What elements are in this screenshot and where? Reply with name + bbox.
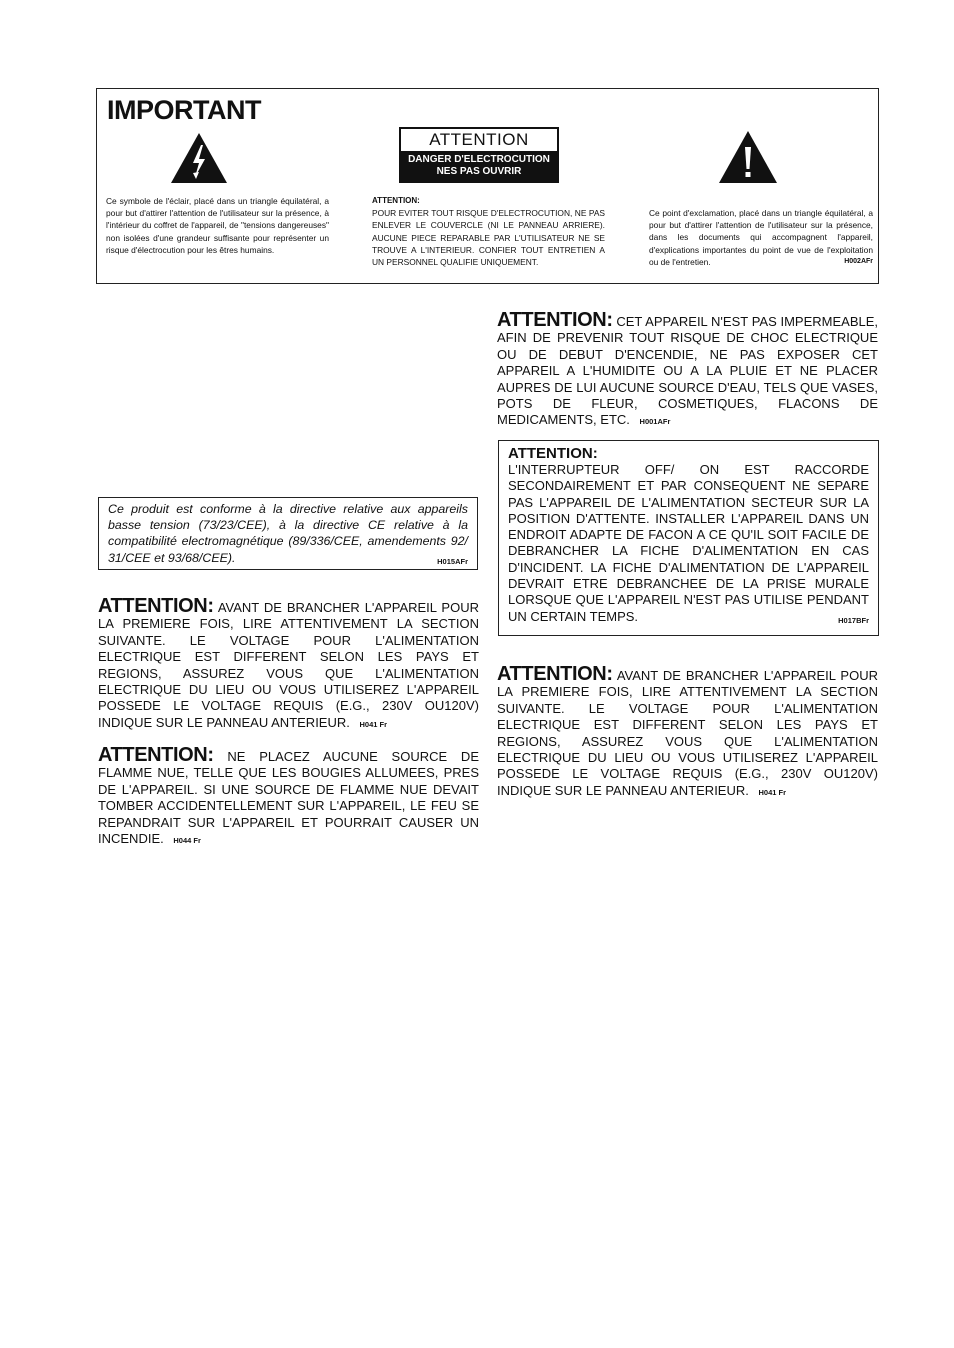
flame-warning — [98, 744, 479, 849]
exclamation-warning-icon — [717, 129, 779, 185]
attention-label-title: ATTENTION — [401, 129, 557, 152]
flame-warning-head: ATTENTION: — [98, 744, 214, 766]
conformity-body: Ce produit est conforme à la directive relative aux appareils basse tension (73/23/CEE), à la directive CE relative à la compatibilité electromagnétique (89/336/CEE, amendements 92/ 31/CEE et 93/68/CEE). — [108, 502, 468, 565]
code-h015afr: H015AFr — [437, 556, 468, 566]
exclamation-symbol-body: Ce point d'exclamation, placé dans un triangle équilatéral, a pour but d'attirer l'attention de l'utilisateur sur la présence, dans les documents qui accompagnent l'appareil, d'explications importantes du point de vue de l'exploitation ou de l'entretien. — [649, 208, 873, 267]
flame-warning-text: NE PLACEZ AUCUNE SOURCE DE FLAMME NUE, TELLE QUE LES BOUGIES ALLUMEES, PRES DE L'APPAREIL. SI UNE SOURCE DE FLAMME NUE DEVAIT TOMBER ACCIDENTELLEMENT SUR L'APPAREIL, LE FEU SE REPANDRAIT SUR L'APPAREIL ET POURRAIT CAUSER UN INCENDIE. — [98, 749, 479, 847]
code-h017bfr: H017BFr — [838, 615, 869, 625]
voltage-warning-left-text: AVANT DE BRANCHER L'APPAREIL POUR LA PREMIERE FOIS, LIRE ATTENTIVEMENT LA SECTION SUIVANTE. LE VOLTAGE POUR L'ALIMENTATION ELECTRIQUE EST DIFFERENT SELON LES PAYS ET REGIONS, ASSUREZ VOUS QUE L'ALIMENTATION ELECTRIQUE DU LIEU OU VOUS UTILISEREZ L'APPAREIL POSSEDE LE VOLTAGE REQUIS (E.G., 230V OU120V) INDIQUE SUR LE PANNEAU ANTERIEUR. — [98, 600, 479, 730]
switch-warning-text — [499, 462, 878, 625]
voltage-warning-right-head: ATTENTION: — [497, 663, 613, 685]
attention-label-line1: DANGER D'ELECTROCUTION — [408, 154, 550, 165]
lightning-warning-icon — [169, 131, 229, 185]
voltage-warning-right-text: AVANT DE BRANCHER L'APPAREIL POUR LA PREMIERE FOIS, LIRE ATTENTIVEMENT LA SECTION SUIVANTE. LE VOLTAGE POUR L'ALIMENTATION ELECTRIQUE EST DIFFERENT SELON LES PAYS ET REGIONS, ASSUREZ VOUS QUE L'ALIMENTATION ELECTRIQUE DU LIEU OU VOUS UTILISEREZ L'APPAREIL POSSEDE LE VOLTAGE REQUIS (E.G., 230V OU120V) INDIQUE SUR LE PANNEAU ANTERIEUR. — [497, 668, 878, 798]
switch-warning-body: L'INTERRUPTEUR OFF/ ON EST RACCORDE SECONDAIREMENT ET PAR CONSEQUENT NE SEPARE PAS L'APPAREIL DE L'ALIMENTATION SECTEUR SUR LA POSITION D'ATTENTE. INSTALLER L'APPAREIL DANS UN ENDROIT ADAPTE DE FACON A CE QU'IL SOIT FACILE DE DEBRANCHER LA FICHE D'ALIMENTATION EN CAS D'INCIDENT. LA FICHE D'ALIMENTATION DE L'APPAREIL DEVRAIT ETRE DEBRANCHEE DE LA PRISE MURALE LORSQUE QUE L'APPAREIL N'EST PAS UTILISE PENDANT UN CERTAIN TEMPS. — [508, 462, 869, 624]
lightning-symbol-text: Ce symbole de l'éclair, placé dans un triangle équilatéral, a pour but d'attirer l'attention de l'utilisateur sur la présence, à l'intérieur du coffret de l'appareil, de "tensions dangereuses" non isolées d'une grandeur suffisante pour représenter un risque d'électrocution pour les êtres humains. — [106, 196, 329, 255]
conformity-box — [98, 497, 478, 570]
attention-label-line2: NES PAS OUVRIR — [436, 166, 522, 177]
water-warning — [497, 309, 878, 431]
electrocution-warning-head: ATTENTION: — [372, 196, 420, 205]
code-h041fr-left: H041 Fr — [359, 719, 388, 729]
important-box — [96, 88, 879, 284]
electrocution-warning-text: POUR EVITER TOUT RISQUE D'ELECTROCUTION, NE PAS ENLEVER LE COUVERCLE (NI LE PANNEAU ARRIERE). AUCUNE PIECE REPARABLE PAR L'UTILISATEUR NE SE TROUVE A L'INTERIEUR. CONFIER TOUT ENTRETIEN A UN PERSONNEL QUALIFIE UNIQUEMENT. — [372, 208, 605, 268]
attention-label — [399, 127, 559, 183]
important-title: IMPORTANT — [107, 95, 261, 125]
code-h041fr-right: H041 Fr — [758, 787, 787, 797]
water-warning-head: ATTENTION: — [497, 309, 613, 331]
attention-label-warning — [401, 152, 557, 182]
electrocution-warning — [372, 195, 605, 268]
code-h002afr: H002AFr — [844, 257, 873, 265]
switch-warning-head: ATTENTION: — [508, 445, 598, 462]
voltage-warning-left-head: ATTENTION: — [98, 595, 214, 617]
exclamation-symbol-text — [649, 207, 873, 268]
water-warning-text: CET APPAREIL N'EST PAS IMPERMEABLE, AFIN DE PREVENIR TOUT RISQUE DE CHOC ELECTRIQUE OU DE DEBUT D'ENCENDIE, NE PAS EXPOSER CET APPAREIL A L'HUMIDITE OU A LA PLUIE ET NE PLACER AUPRES DE LUI AUCUNE SOURCE D'EAU, TELS QUE VASES, POTS DE FLEUR, COSMETIQUES, FLACONS DE MEDICAMENTS, ETC. — [497, 314, 878, 428]
voltage-warning-right — [497, 663, 878, 801]
code-h001afr: H001AFr — [639, 417, 671, 427]
code-h044fr: H044 Fr — [173, 836, 201, 846]
switch-warning-box — [498, 440, 879, 636]
conformity-text — [99, 498, 477, 566]
voltage-warning-left — [98, 595, 479, 733]
